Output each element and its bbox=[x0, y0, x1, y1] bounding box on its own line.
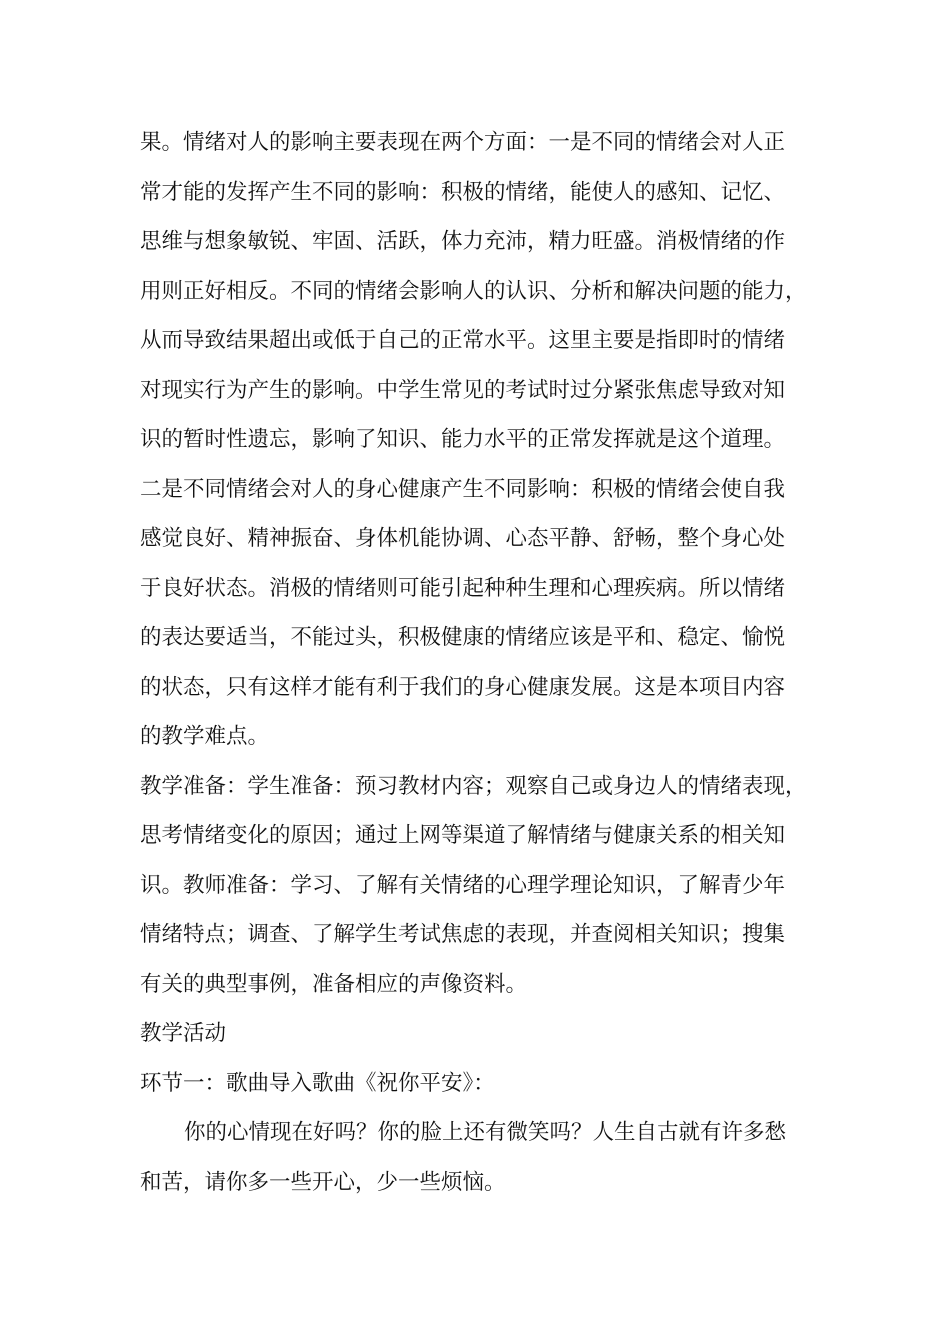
text-line: 识。教师准备：学习、了解有关情绪的心理学理论知识，了解青少年 bbox=[140, 872, 786, 898]
text-line: 果。情绪对人的影响主要表现在两个方面：一是不同的情绪会对人正 bbox=[140, 130, 786, 155]
text-line: 的表达要适当，不能过头，积极健康的情绪应该是平和、稳定、愉悦 bbox=[140, 625, 786, 650]
text-line: 教学准备：学生准备：预习教材内容；观察自己或身边人的情绪表现， bbox=[140, 773, 807, 799]
text-line: 的教学难点。 bbox=[140, 724, 270, 749]
text-line: 于良好状态。消极的情绪则可能引起种种生理和心理疾病。所以情绪 bbox=[140, 575, 786, 601]
lyric-line: 和苦，请你多一些开心，少一些烦恼。 bbox=[140, 1169, 506, 1195]
text-line: 用则正好相反。不同的情绪会影响人的认识、分析和解决问题的能力， bbox=[140, 278, 807, 304]
text-line: 识的暂时性遗忘，影响了知识、能力水平的正常发挥就是这个道理。 bbox=[140, 427, 786, 452]
lyric-line: 你的心情现在好吗？你的脸上还有微笑吗？人生自古就有许多愁 bbox=[184, 1120, 787, 1145]
text-line: 二是不同情绪会对人的身心健康产生不同影响：积极的情绪会使自我 bbox=[140, 476, 786, 502]
text-line: 情绪特点；调查、了解学生考试焦虑的表现，并查阅相关知识；搜集 bbox=[140, 922, 786, 947]
text-line: 感觉良好、精神振奋、身体机能协调、心态平静、舒畅，整个身心处 bbox=[140, 526, 786, 551]
section-heading: 教学活动 bbox=[140, 1021, 227, 1046]
text-line: 有关的典型事例，准备相应的声像资料。 bbox=[140, 971, 528, 997]
text-line: 常才能的发挥产生不同的影响：积极的情绪，能使人的感知、记忆、 bbox=[140, 179, 786, 205]
text-line: 对现实行为产生的影响。中学生常见的考试时过分紧张焦虑导致对知 bbox=[140, 377, 786, 403]
text-line: 思维与想象敏锐、牢固、活跃，体力充沛，精力旺盛。消极情绪的作 bbox=[140, 229, 786, 254]
text-line: 的状态，只有这样才能有利于我们的身心健康发展。这是本项目内容 bbox=[140, 674, 786, 700]
text-line: 从而导致结果超出或低于自己的正常水平。这里主要是指即时的情绪 bbox=[140, 328, 786, 353]
step-heading: 环节一：歌曲导入歌曲《祝你平安》： bbox=[140, 1070, 495, 1096]
text-line: 思考情绪变化的原因；通过上网等渠道了解情绪与健康关系的相关知 bbox=[140, 823, 786, 848]
body-text bbox=[140, 118, 830, 1207]
